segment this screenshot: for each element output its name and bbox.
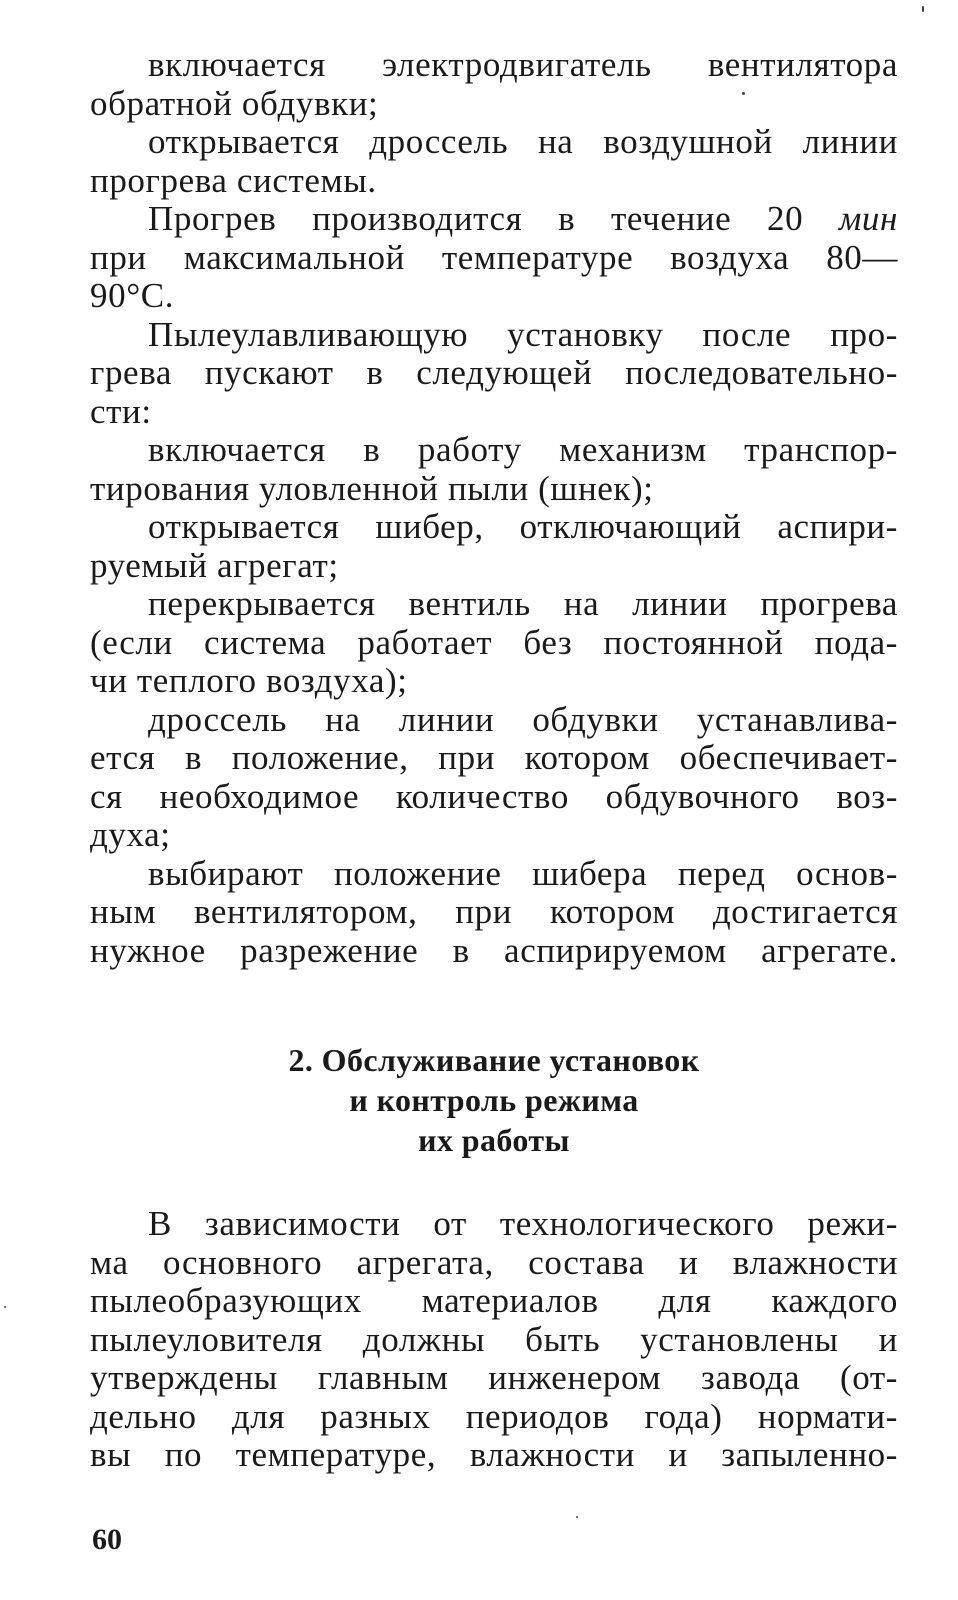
text-line: выбирают положение шибера перед основ- <box>148 854 898 893</box>
text-line: руемый агрегат; <box>90 546 339 585</box>
text-line: Пылеулавливающую установку после про- <box>148 315 898 354</box>
scan-speck <box>4 1306 6 1308</box>
text-line: (если система работает без постоянной пода- <box>90 623 898 662</box>
body-text-top <box>90 46 898 970</box>
text-line: нужное разрежение в аспирируемом агрегате. <box>90 931 898 970</box>
heading-line: их работы <box>418 1122 570 1158</box>
text-line: пылеуловителя должны быть установлены и <box>90 1320 898 1359</box>
page-number: 60 <box>92 1523 122 1556</box>
text-line: дроссель на линии обдувки устанавлива- <box>148 700 898 739</box>
text-line: грева пускают в следующей последовательно- <box>90 354 898 392</box>
text-line: В зависимости от технологического режи- <box>148 1205 898 1243</box>
scan-speck <box>922 6 924 12</box>
text-line: перекрывается вентиль на линии прогрева <box>148 585 898 623</box>
text-line: открывается дроссель на воздушной линии <box>148 123 898 161</box>
text-line: обратной обдувки; <box>90 84 379 123</box>
text-line: утверждены главным инженером завода (от- <box>90 1359 898 1397</box>
text-line: вы по температуре, влажности и запыленно- <box>90 1436 898 1474</box>
heading-line: и контроль режима <box>349 1082 639 1118</box>
text-line: Прогрев производится в течение 20 мин <box>148 200 898 238</box>
text-line: пылеобразующих материалов для каждого <box>90 1282 898 1320</box>
text-line: сти: <box>90 392 152 431</box>
text-line: прогрева системы. <box>90 161 377 200</box>
text-line: тирования уловленной пыли (шнек); <box>90 469 654 508</box>
unit-text: мин <box>839 200 898 238</box>
text-line: 90°С. <box>90 277 175 315</box>
text-line: чи теплого воздуха); <box>90 662 408 700</box>
text-line: при максимальной температуре воздуха 80— <box>90 238 898 277</box>
text-line: ным вентилятором, при котором достигается <box>90 893 898 931</box>
text-line: духа; <box>90 816 171 854</box>
section-heading <box>90 1040 898 1160</box>
body-text-bottom <box>90 1205 898 1475</box>
text-line: ся необходимое количество обдувочного воз- <box>90 777 898 816</box>
text-line: включается электродвигатель вентилятора <box>148 46 898 84</box>
scan-speck <box>576 1516 578 1518</box>
text-line: ма основного агрегата, состава и влажности <box>90 1243 898 1282</box>
scan-speck <box>742 92 745 95</box>
text-line: дельно для разных периодов года) нормати- <box>90 1397 898 1436</box>
heading-line: 2. Обслуживание установок <box>288 1042 700 1078</box>
text-line: ется в положение, при котором обеспечивает- <box>90 739 898 777</box>
text-line: включается в работу механизм транспор- <box>148 431 898 469</box>
text-line: открывается шибер, отключающий аспири- <box>148 508 898 546</box>
